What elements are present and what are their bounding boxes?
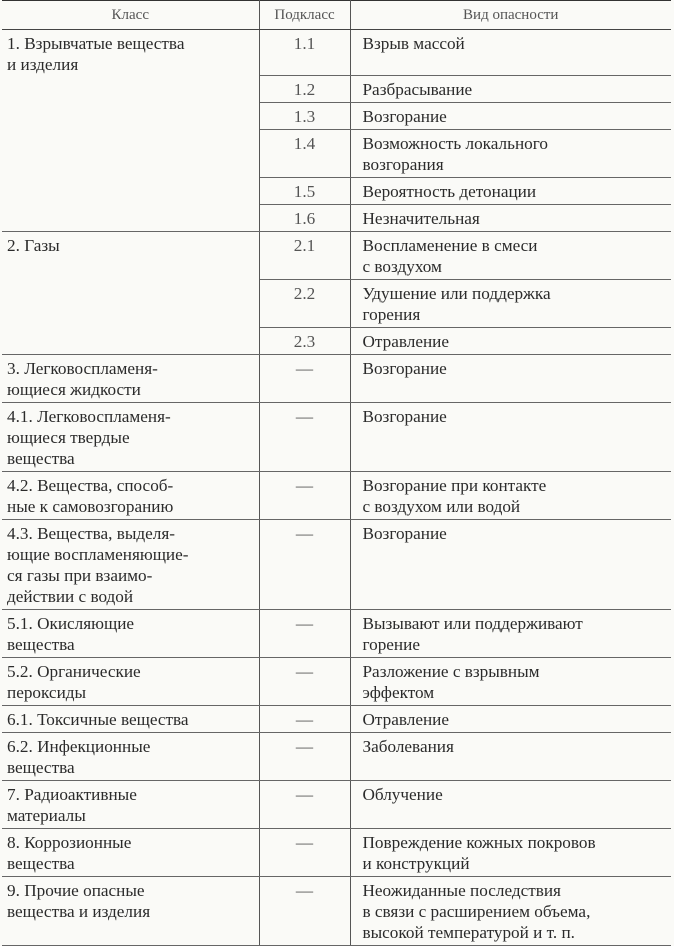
hazard-cell: Разложение с взрывным эффектом	[350, 658, 671, 706]
subclass-cell: 1.1	[259, 30, 350, 76]
subclass-cell: 2.1	[259, 232, 350, 280]
hazard-cell: Вызывают или поддерживают горение	[350, 610, 671, 658]
table-row	[2, 877, 671, 946]
hazard-cell: Незначительная	[350, 205, 671, 232]
header-hazard-type: Вид опасности	[350, 1, 671, 30]
class-cell: 9. Прочие опасные вещества и изделия	[2, 877, 259, 946]
hazard-cell: Возгорание	[350, 355, 671, 403]
class-cell: 4.2. Вещества, способ- ные к самовозгоранию	[2, 472, 259, 520]
hazard-cell: Вероятность детонации	[350, 178, 671, 205]
hazard-cell: Воспламенение в смеси с воздухом	[350, 232, 671, 280]
subclass-cell: —	[259, 472, 350, 520]
subclass-cell: —	[259, 520, 350, 610]
hazard-cell: Возгорание	[350, 103, 671, 130]
class-cell: 4.3. Вещества, выделя- ющие воспламеняющие- ся газы при взаимо- действии с водой	[2, 520, 259, 610]
subclass-cell: —	[259, 403, 350, 472]
hazard-cell: Облучение	[350, 781, 671, 829]
subclass-cell: —	[259, 829, 350, 877]
hazard-classes-table-container	[2, 0, 671, 946]
table-body	[2, 30, 671, 946]
class-cell: 5.2. Органические пероксиды	[2, 658, 259, 706]
hazard-cell: Возможность локального возгорания	[350, 130, 671, 178]
subclass-cell: 2.3	[259, 328, 350, 355]
table-row	[2, 355, 671, 403]
hazard-cell: Неожиданные последствия в связи с расширением объема, высокой температурой и т. п.	[350, 877, 671, 946]
subclass-cell: 2.2	[259, 280, 350, 328]
hazard-classes-table	[2, 0, 671, 946]
table-row	[2, 403, 671, 472]
subclass-cell: —	[259, 781, 350, 829]
table-row	[2, 232, 671, 280]
class-cell: 6.2. Инфекционные вещества	[2, 733, 259, 781]
class-cell: 2. Газы	[2, 232, 259, 355]
class-cell: 3. Легковоспламеня- ющиеся жидкости	[2, 355, 259, 403]
hazard-cell: Отравление	[350, 706, 671, 733]
subclass-cell: —	[259, 355, 350, 403]
subclass-cell: —	[259, 658, 350, 706]
subclass-cell: —	[259, 877, 350, 946]
subclass-cell: 1.3	[259, 103, 350, 130]
table-header-row	[2, 1, 671, 30]
table-row	[2, 781, 671, 829]
table-row	[2, 610, 671, 658]
hazard-cell: Разбрасывание	[350, 76, 671, 103]
subclass-cell: —	[259, 610, 350, 658]
class-cell: 8. Коррозионные вещества	[2, 829, 259, 877]
subclass-cell: 1.6	[259, 205, 350, 232]
subclass-cell: 1.2	[259, 76, 350, 103]
subclass-cell: 1.4	[259, 130, 350, 178]
class-cell: 1. Взрывчатые вещества и изделия	[2, 30, 259, 232]
header-class: Класс	[2, 1, 259, 30]
hazard-cell: Возгорание	[350, 520, 671, 610]
table-row	[2, 706, 671, 733]
header-subclass: Подкласс	[259, 1, 350, 30]
hazard-cell: Отравление	[350, 328, 671, 355]
hazard-cell: Удушение или поддержка горения	[350, 280, 671, 328]
hazard-cell: Повреждение кожных покровов и конструкций	[350, 829, 671, 877]
class-cell: 6.1. Токсичные вещества	[2, 706, 259, 733]
hazard-cell: Возгорание	[350, 403, 671, 472]
class-cell: 5.1. Окисляющие вещества	[2, 610, 259, 658]
class-cell: 4.1. Легковоспламеня- ющиеся твердые вещества	[2, 403, 259, 472]
hazard-cell: Взрыв массой	[350, 30, 671, 76]
subclass-cell: 1.5	[259, 178, 350, 205]
table-row	[2, 520, 671, 610]
class-cell: 7. Радиоактивные материалы	[2, 781, 259, 829]
table-row	[2, 472, 671, 520]
table-row	[2, 733, 671, 781]
hazard-cell: Заболевания	[350, 733, 671, 781]
hazard-cell: Возгорание при контакте с воздухом или водой	[350, 472, 671, 520]
table-row	[2, 829, 671, 877]
subclass-cell: —	[259, 733, 350, 781]
subclass-cell: —	[259, 706, 350, 733]
table-row	[2, 658, 671, 706]
table-row	[2, 30, 671, 76]
